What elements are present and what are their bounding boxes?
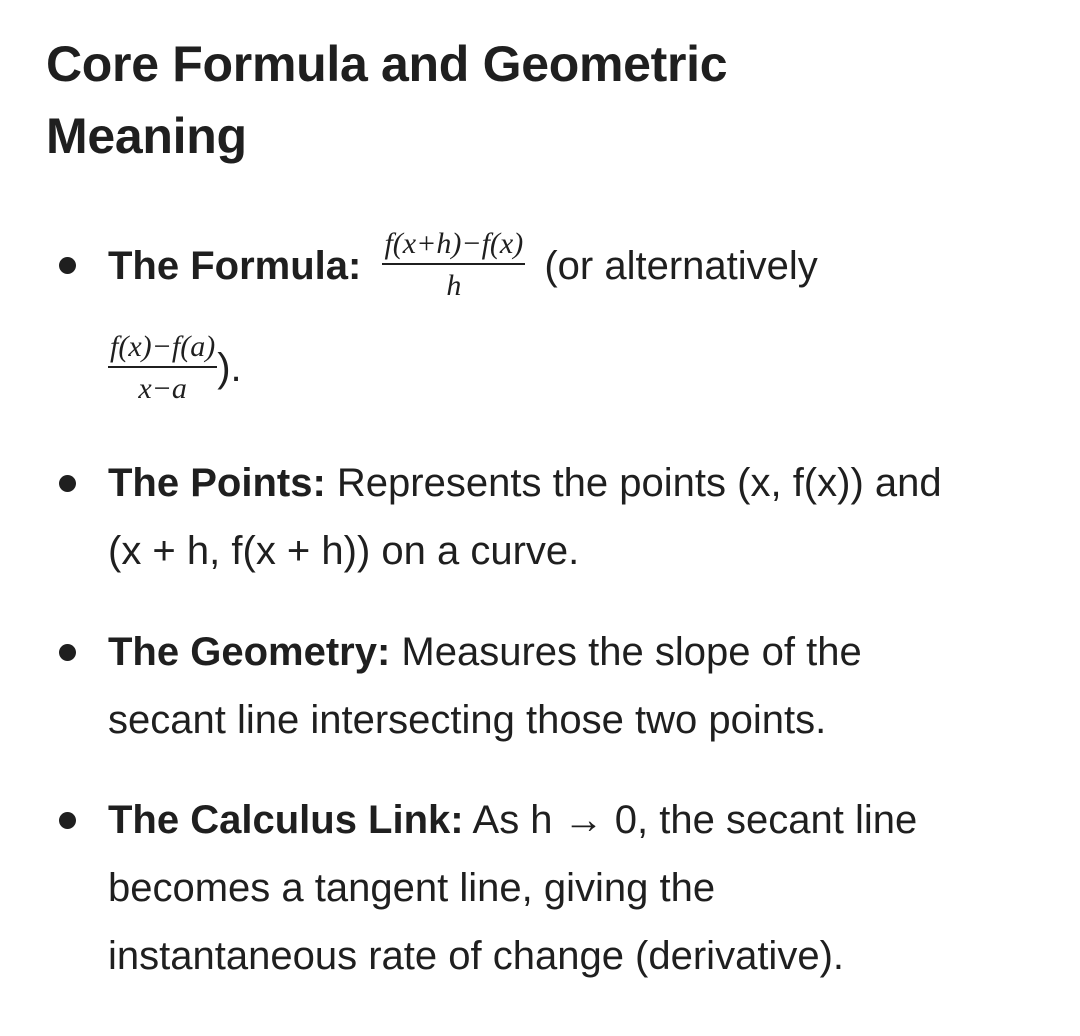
fraction-numerator: f(x+h)−f(x) xyxy=(382,229,525,265)
calculus-link-text xyxy=(108,786,1048,990)
bullet-dot-icon xyxy=(59,475,76,492)
formula-alt-intro: (or alternatively xyxy=(544,244,818,288)
geometry-label: The Geometry: xyxy=(108,630,391,674)
fraction-denominator: h xyxy=(446,269,462,303)
formula-line-1 xyxy=(108,226,818,306)
title-line-2: Meaning xyxy=(46,108,247,164)
alt-fraction-denominator: x−a xyxy=(138,372,187,406)
geometry-line-2: secant line intersecting those two points. xyxy=(108,698,827,742)
calculus-link-line-3: instantaneous rate of change (derivative). xyxy=(108,934,844,978)
bullet-dot-icon xyxy=(59,257,76,274)
alternative-fraction xyxy=(108,332,217,404)
points-text xyxy=(108,449,1048,585)
formula-closing: ). xyxy=(217,346,242,390)
calculus-link-label: The Calculus Link: xyxy=(108,798,464,842)
points-label: The Points: xyxy=(108,461,326,505)
difference-quotient-fraction xyxy=(382,229,525,301)
formula-label: The Formula: xyxy=(108,244,362,288)
points-line-1: Represents the points (x, f(x)) and xyxy=(336,461,942,505)
calculus-link-line-2: becomes a tangent line, giving the xyxy=(108,866,716,910)
calculus-link-line-1: As h → 0, the secant line xyxy=(472,798,918,842)
title-line-1: Core Formula and Geometric xyxy=(46,36,728,92)
formula-line-2 xyxy=(108,328,242,408)
bullet-dot-icon xyxy=(59,812,76,829)
geometry-line-1: Measures the slope of the xyxy=(401,630,862,674)
points-line-2: (x + h, f(x + h)) on a curve. xyxy=(108,529,580,573)
bullet-dot-icon xyxy=(59,644,76,661)
alt-fraction-numerator: f(x)−f(a) xyxy=(108,332,217,368)
page-title xyxy=(46,28,1046,172)
geometry-text xyxy=(108,618,1048,754)
